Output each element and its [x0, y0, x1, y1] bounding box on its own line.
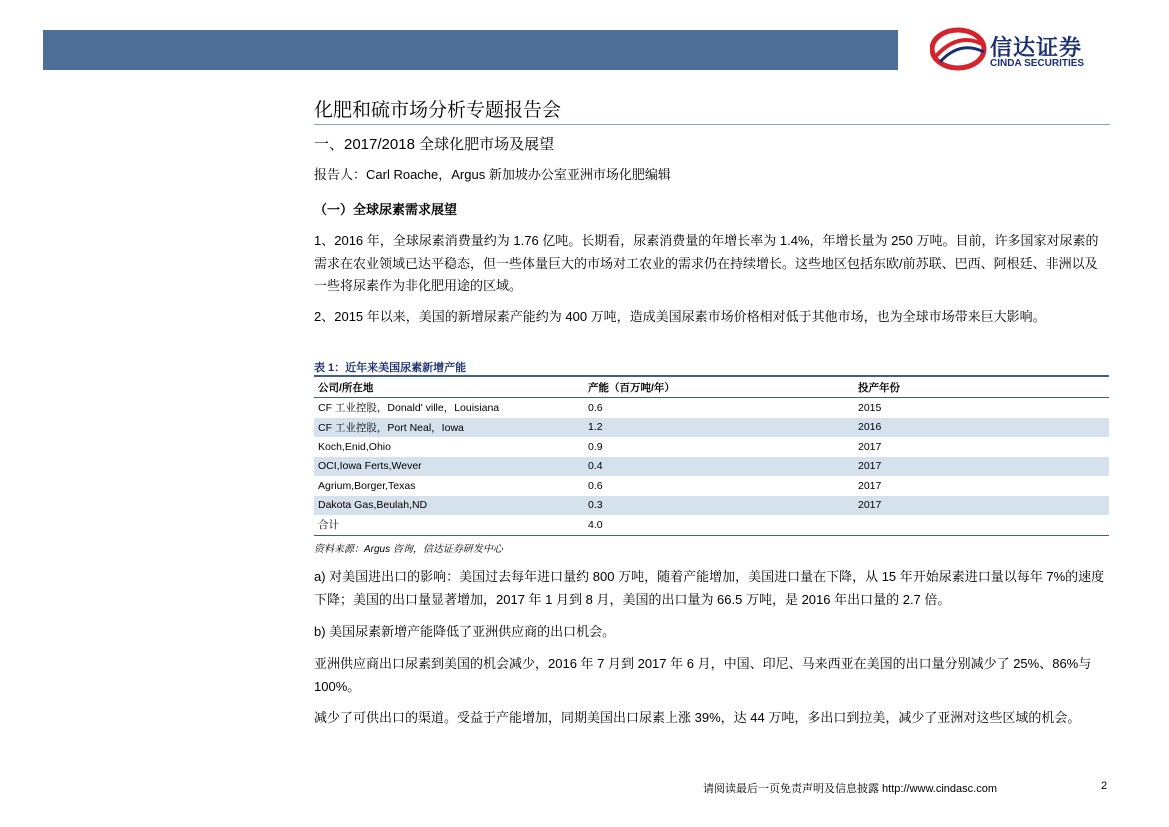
logo-chinese-name: 信达证券 — [990, 35, 1083, 60]
logo-mark-icon — [930, 26, 990, 72]
cell-company: Dakota Gas,Beulah,ND — [314, 496, 584, 516]
paragraph-c: 亚洲供应商出口尿素到美国的机会减少，2016 年 7 月到 2017 年 6 月，中国、印尼、马来西亚在美国的出口量分别减少了 25%、86%与 100%。 — [314, 656, 1092, 694]
column-header-year: 投产年份 — [854, 376, 1109, 398]
table-source-note: 资料来源：Argus 咨询，信达证券研发中心 — [314, 544, 503, 555]
logo-english-name: CINDA SECURITIES — [990, 58, 1085, 69]
section-heading: （一）全球尿素需求展望 — [314, 202, 458, 217]
header-bar — [43, 30, 898, 70]
title-divider — [314, 124, 1110, 125]
table-row — [314, 437, 1109, 457]
column-header-capacity: 产能（百万吨/年） — [584, 376, 854, 398]
cell-company: 合计 — [318, 519, 339, 532]
cell-year: 2016 — [854, 418, 1109, 438]
paragraph-2: 2、2015 年以来，美国的新增尿素产能约为 400 万吨，造成美国尿素市场价格相对低于其他市场，也为全球市场带来巨大影响。 — [314, 309, 1046, 324]
table-row — [314, 496, 1109, 516]
cell-year: 2017 — [858, 440, 882, 453]
cell-capacity: 4.0 — [588, 518, 603, 531]
cell-company: CF 工业控股，Port Neal，Iowa — [314, 418, 584, 438]
paragraph-1: 1、2016 年，全球尿素消费量约为 1.76 亿吨。长期看，尿素消费量的年增长率为 1.4%，年增长量为 250 万吨。目前，许多国家对尿素的需求在农业领域已达平稳态，但一些体量巨大的市场对工农业的需求仍在持续增长。这些地区包括东欧/前苏联、巴西、阿根廷、非洲以及一些将尿素作为非化肥用途的区域。 — [314, 233, 1099, 293]
cell-company: OCI,Iowa Ferts,Wever — [314, 457, 584, 477]
report-subtitle: 一、2017/2018 全球化肥市场及展望 — [314, 136, 555, 153]
column-header-company: 公司/所在地 — [314, 376, 584, 398]
cell-year: 2015 — [858, 401, 882, 414]
table-row — [314, 476, 1109, 496]
report-title: 化肥和硫市场分析专题报告会 — [314, 100, 562, 121]
table-total-row — [314, 515, 1109, 535]
cell-company: Agrium,Borger,Texas — [318, 479, 416, 492]
table-caption: 表 1：近年来美国尿素新增产能 — [314, 362, 467, 374]
table-row — [314, 418, 1109, 438]
cell-capacity: 0.9 — [588, 440, 603, 453]
paragraph-a: a) 对美国进出口的影响：美国过去每年进口量约 800 万吨，随着产能增加，美国进口量在下降，从 15 年开始尿素进口量以每年 7%的速度下降；美国的出口量显著增加，2017 年 1 月到 8 月，美国的出口量为 66.5 万吨，是 2016 年出口量的 2.7 倍。 — [314, 569, 1105, 607]
company-logo — [930, 26, 1130, 76]
cell-company: Koch,Enid,Ohio — [318, 440, 391, 453]
cell-year: 2017 — [854, 457, 1109, 477]
cell-capacity: 1.2 — [584, 418, 854, 438]
cell-year: 2017 — [858, 479, 882, 492]
cell-company: CF 工业控股，Donald' ville，Louisiana — [318, 402, 500, 415]
cell-capacity: 0.3 — [584, 496, 854, 516]
table-header-row — [314, 376, 1109, 398]
cell-capacity: 0.6 — [588, 479, 603, 492]
paragraph-d: 减少了可供出口的渠道。受益于产能增加，同期美国出口尿素上涨 39%，达 44 万吨，多出口到拉美，减少了亚洲对这些区域的机会。 — [314, 710, 1081, 725]
cell-capacity: 0.6 — [588, 401, 603, 414]
page-number: 2 — [1101, 780, 1108, 792]
capacity-table — [314, 375, 1109, 536]
footer-disclaimer: 请阅读最后一页免责声明及信息披露 http://www.cindasc.com — [703, 783, 997, 795]
cell-year — [854, 515, 1109, 535]
table-row — [314, 457, 1109, 477]
reporter-line: 报告人：Carl Roache，Argus 新加坡办公室亚洲市场化肥编辑 — [314, 167, 671, 182]
cell-capacity: 0.4 — [584, 457, 854, 477]
table-row — [314, 398, 1109, 418]
cell-year: 2017 — [854, 496, 1109, 516]
paragraph-b: b) 美国尿素新增产能降低了亚洲供应商的出口机会。 — [314, 624, 616, 639]
